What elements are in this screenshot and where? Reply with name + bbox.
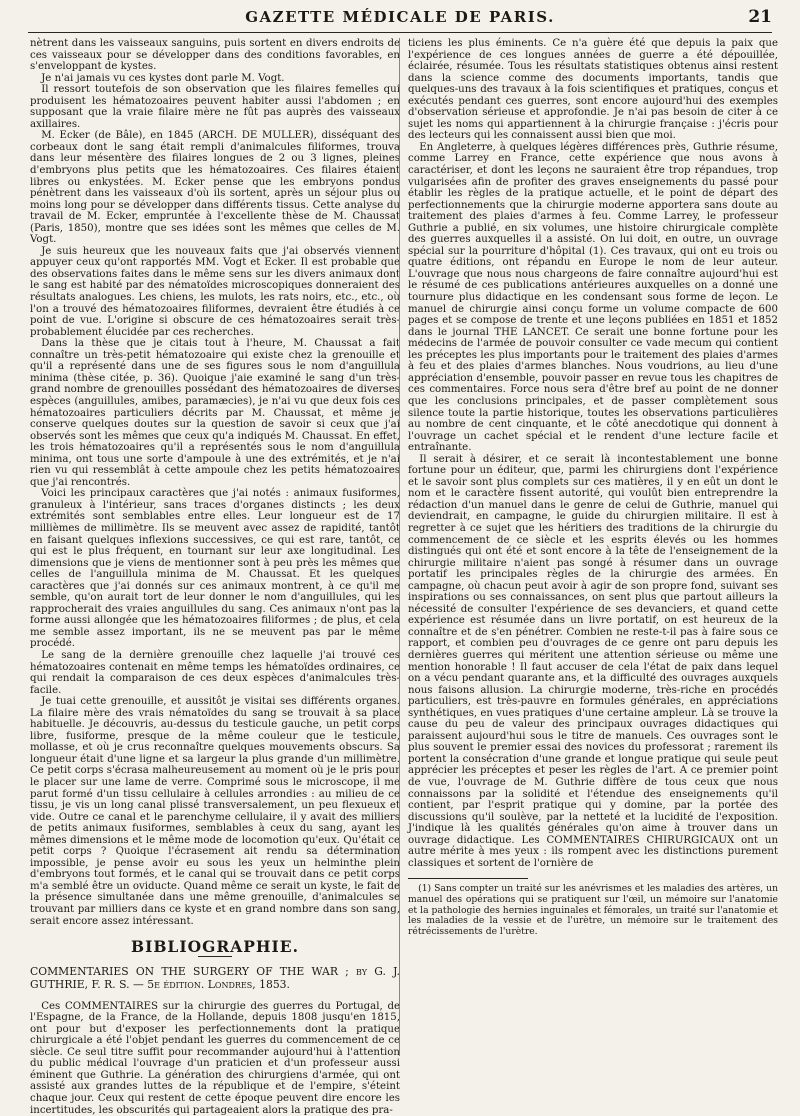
- section-title: BIBLIOGRAPHIE.: [130, 937, 299, 957]
- paragraph: Je n'ai jamais vu ces kystes dont parle M. Vogt.: [41, 72, 285, 84]
- paragraph: En Angleterre, à quelques légères différences près, Guthrie résume, comme Larrey en France, cette expérience que nous avons à caractériser, et dont les leçons ne sauraient être trop répandues, trop vulgarisées afin de profiter des graves enseignements du passé pour établir les règles de la pratique actuelle, et le point de départ des perfectionnements que la chirurgie moderne apportera sans doute au traitement des plaies d'armes à feu. Comme Larrey, le professeur Guthrie a publié, en six volumes, une histoire chirurgicale complète des guerres auxquelles il a assisté. On lui doit, en outre, un ouvrage spécial sur la pourriture d'hôpital (1). Ces travaux, qui ont eu trois ou quatre éditions, ont répandu en Europe le nom de leur auteur. L'ouvrage que nous nous chargeons de faire connaître aujourd'hui est le résumé de ces publications antérieures auxquelles on a donné une tournure plus didactique en les condensant sous forme de leçon. Le manuel de chirurgie ainsi conçu forme un volume compacte de 600 pages et se compose de trente et une leçons publiées en 1851 et 1852 dans le journal THE LANCET. Ce serait une bonne fortune pour les médecins de l'armée de pouvoir consulter ce vade mecum qui contient les préceptes les plus importants pour le traitement des plaies d'armes à feu et des plaies d'armes blanches. Nous voudrions, au lieu d'une appréciation d'ensemble, pouvoir passer en revue tous les chapitres de ces commentaires. Force nous sera d'être bref au point de ne donner que les conclusions principales, et de passer complètement sous silence toute la partie historique, toutes les observations particulières au nombre de cent cinquante, et le côté anecdotique qui donnent à l'ouvrage un cachet spécial et le rendent d'une lecture facile et entraînante.: [408, 141, 778, 454]
- paragraph: Le sang de la dernière grenouille chez laquelle j'ai trouvé ces hématozoaires contenait en même temps les hématoïdes ordinaires, ce qui rendait la comparaison de ces deux espèces d'animalcules très-facile.: [30, 649, 400, 696]
- paragraph: Je tuai cette grenouille, et aussitôt je visitai ses différents organes. La filaire mère des vrais nématoïdes du sang se trouvait à sa place habituelle. Je découvris, au-dessus du testicule gauche, un petit corps libre, fusiforme, presque de la même couleur que le testicule, mollasse, et où je crus reconnaître quelques mouvements obscurs. Sa longueur était d'une ligne et sa largeur la plus grande d'un millimètre. Ce petit corps s'écrasa malheureusement au moment où je le pris pour le placer sur une lame de verre. Comprimé sous le microscope, il me parut formé d'un tissu cellulaire à cellules arrondies : au milieu de ce tissu, je vis un long canal plissé transversalement, un peu flexueux et vide. Outre ce canal et le parenchyme cellulaire, il y avait des milliers de petits animaux fusiformes, semblables à ceux du sang, ayant les mêmes dimensions et le même mode de locomotion qu'eux. Qu'était ce petit corps ? Quoique l'écrasement ait rendu sa détermination impossible, je pense avoir eu sous les yeux un helminthe plein d'embryons tout formés, et le canal qui se trouvait dans ce petit corps m'a semblé être un oviducte. Quand même ce serait un kyste, le fait de la présence simultanée dans une même grenouille, d'animalcules se trouvant par milliers dans ce kyste et en grand nombre dans son sang, serait encore assez intéressant.: [30, 696, 400, 927]
- paragraph: Voici les principaux caractères que j'ai notés : animaux fusiformes, granuleux à l'intérieur, sans traces d'organes distincts ; les deux extrémités sont semblables entre elles. Leur longueur est de 17 millièmes de millimètre. Ils se meuvent avec assez de rapidité, tantôt en faisant quelques inflexions successives, ce qui est rare, tantôt, ce qui est le plus fréquent, en tournant sur leur axe longitudinal. Les dimensions que je viens de mentionner sont à peu près les mêmes que celles de l'anguillula minima de M. Chaussat. Et les quelques caractères que j'ai donnés sur ces animaux montrent, à ce qu'il me semble, qu'on aurait tort de leur donner le nom d'anguillules, qui les rapprocherait des vraies anguillules du sang. Ces animaux n'ont pas la forme aussi allongée que les hématozoaires filiformes ; de plus, et cela me semble assez important, ils ne se meuvent pas par le même procédé.: [30, 488, 400, 650]
- journal-title: GAZETTE MÉDICALE DE PARIS.: [245, 8, 555, 26]
- paragraph: Dans la thèse que je citais tout à l'heure, M. Chaussat a fait connaître un très-petit hématozoaire qui existe chez la grenouille et qu'il a représenté dans une de ses figures sous le nom d'anguillula minima (thèse citée, p. 36). Quoique j'aie examiné le sang d'un très-grand nombre de grenouilles possédant des hématozoaires de diverses espèces (anguillules, amibes, paramæcies), je n'ai vu que deux fois ces hématozoaires particuliers décrits par M. Chaussat, et même je conserve quelques doutes sur la question de savoir si ceux que j'ai observés sont les mêmes que ceux qu'a indiqués M. Chaussat. En effet, les trois hématozoaires qu'il a représentés sous le nom d'anguillula minima, ont tous une sorte d'ampoule à une des extrémités, et je n'ai rien vu qui ressemblât à cette ampoule chez les petits hématozoaires que j'ai rencontrés.: [30, 338, 400, 488]
- paragraph: Ces COMMENTAIRES sur la chirurgie des guerres du Portugal, de l'Espagne, de la France, de la Hollande, depuis 1808 jusqu'en 1815, ont pour but d'exposer les perfectionnements dont la pratique chirurgicale a été l'objet pendant les guerres du commencement de ce siècle. Ce seul titre suffit pour recommander aujourd'hui à l'attention du public médical l'ouvrage d'un praticien et d'un professeur aussi éminent que Guthrie. La génération des chirurgiens d'armée, qui ont assisté aux grandes luttes de la république et de l'empire, s'éteint chaque jour. Ceux qui restent de cette époque peuvent dire encore les incertitudes, les obscurités qui partageaient alors la pratique des pra-: [30, 1000, 400, 1116]
- left-column: [30, 38, 400, 1116]
- book-citation: COMMENTARIES ON THE SURGERY OF THE WAR ; by G. J. GUTHRIE, F. R. S. — 5e édition. Londres, 1853.: [30, 964, 400, 991]
- footnote-rule: [408, 878, 528, 879]
- paragraph: Je suis heureux que les nouveaux faits que j'ai observés viennent appuyer ceux qu'ont rapportés MM. Vogt et Ecker. Il est probable que des observations faites dans le même sens sur les divers animaux dont le sang est habité par des nématoïdes microscopiques donneraient des résultats analogues. Les chiens, les mulots, les rats noirs, etc., etc., où l'on a trouvé des hématozoaires filiformes, devraient être étudiés à ce point de vue. L'origine si obscure de ces hématozoaires serait très-probablement élucidée par ces recherches.: [30, 245, 400, 338]
- paragraph: nètrent dans les vaisseaux sanguins, puis sortent en divers endroits de ces vaisseaux pour se développer dans des conditions favorables, en s'enveloppant de kystes.: [30, 38, 400, 73]
- page-number: 21: [748, 7, 772, 27]
- right-column: [408, 38, 778, 1060]
- paragraph: Il ressort toutefois de son observation que les filaires femelles qui produisent les hématozoaires peuvent habiter aussi l'abdomen ; en supposant que la vraie filaire mère ne fût pas auprès des vaisseaux axillaires.: [30, 84, 400, 130]
- paragraph: Il serait à désirer, et ce serait là incontestablement une bonne fortune pour un éditeur, que, parmi les chirurgiens dont l'expérience et le savoir sont plus complets sur ces matières, il y en eût un dont le nom et le caractère fissent autorité, qui voulût bien entreprendre la rédaction d'un manuel dans le genre de celui de Guthrie, manuel qui deviendrait, en campagne, le guide du chirurgien militaire. Il est à regretter à ce sujet que les héritiers des traditions de la chirurgie du commencement de ce siècle et les esprits élevés ou les hommes distingués qui ont été et sont encore à la tête de l'enseignement de la chirurgie militaire n'aient pas songé à résumer dans un ouvrage portatif les principales règles de la chirurgie des armées. En campagne, où chacun peut avoir à agir de son propre fond, suivant ses inspirations ou ses connaissances, on sent plus que partout ailleurs la nécessité de consulter l'expérience de ses devanciers, et quand cette expérience est résumée dans un livre portatif, on est heureux de la connaître et de s'en pénétrer. Combien ne reste-t-il pas à faire sous ce rapport, et combien peu d'ouvrages de ce genre ont paru depuis les dernières guerres qui méritent une attention sérieuse ou même une mention honorable ! Il faut accuser de cela l'état de paix dans lequel on a vécu pendant quarante ans, et la difficulté des ouvrages auxquels nous faisons allusion. La chirurgie moderne, très-riche en procédés particuliers, est très-pauvre en formules générales, en appréciations synthétiques, en vues pratiques d'une certaine ampleur. Là se trouve la cause du peu de valeur des principaux ouvrages didactiques qui paraissent aujourd'hui sous le titre de manuels. Ces ouvrages sont le plus souvent le premier essai des novices du professorat ; rarement ils portent la consécration d'une grande et longue pratique qui seule peut apprécier les préceptes et peser les règles de l'art. A ce premier point de vue, l'ouvrage de M. Guthrie diffère de tous ceux que nous connaissons par la solidité et l'étendue des enseignements qu'il contient, par l'esprit pratique qui y domine, par la portée des discussions qu'il soulève, par la netteté et la lucidité de l'exposition. J'indique là les qualités générales qu'on aime à trouver dans un ouvrage didactique. Les COMMENTAIRES CHIRURGICAUX ont un autre mérite à mes yeux : ils rompent avec les distinctions purement classiques et sortent de l'ornière de: [408, 453, 778, 869]
- paragraph: ticiens les plus éminents. Ce n'a guère été que depuis la paix que l'expérience de ces longues années de guerre a été dépouillée, éclairée, résumée. Tous les résultats statistiques obtenus ainsi restent dans la science comme des documents importants, tandis que quelques-uns des travaux à la fois scientifiques et pratiques, conçus et exécutés pendant ces guerres, sont encore aujourd'hui des exemples d'observation sérieuse et approfondie. Je n'ai pas besoin de citer à ce sujet les noms qui appartiennent à la chirurgie française : j'écris pour des lecteurs qui les connaissent aussi bien que moi.: [408, 38, 778, 142]
- column-divider: [399, 38, 400, 1056]
- paragraph: M. Ecker (de Bâle), en 1845 (ARCH. DE MULLER), disséquant des corbeaux dont le sang était rempli d'animalcules filiformes, trouva dans leur mésentère des filaires longues de 2 ou 3 lignes, pleines d'embryons plus petits que les hématozoaires. Ces filaires étaient libres ou enkystées. M. Ecker pense que les embryons pondus pénètrent dans les vaisseaux d'où ils sortent, après un séjour plus ou moins long pour se développer dans différents tissus. Cette analyse du travail de M. Ecker, empruntée à l'excellente thèse de M. Chaussat (Paris, 1850), montre que ses idées sont les mêmes que celles de M. Vogt.: [30, 130, 400, 246]
- running-head: [28, 6, 772, 33]
- footnote: (1) Sans compter un traité sur les anévrismes et les maladies des artères, un manuel des opérations qui se pratiquent sur l'œil, un mémoire sur l'anatomie et la pathologie des hernies inguinales et fémorales, un traité sur l'anatomie et les maladies de la vessie et de l'urètre, un mémoire sur le traitement des rétrécissements de l'urètre.: [408, 883, 778, 937]
